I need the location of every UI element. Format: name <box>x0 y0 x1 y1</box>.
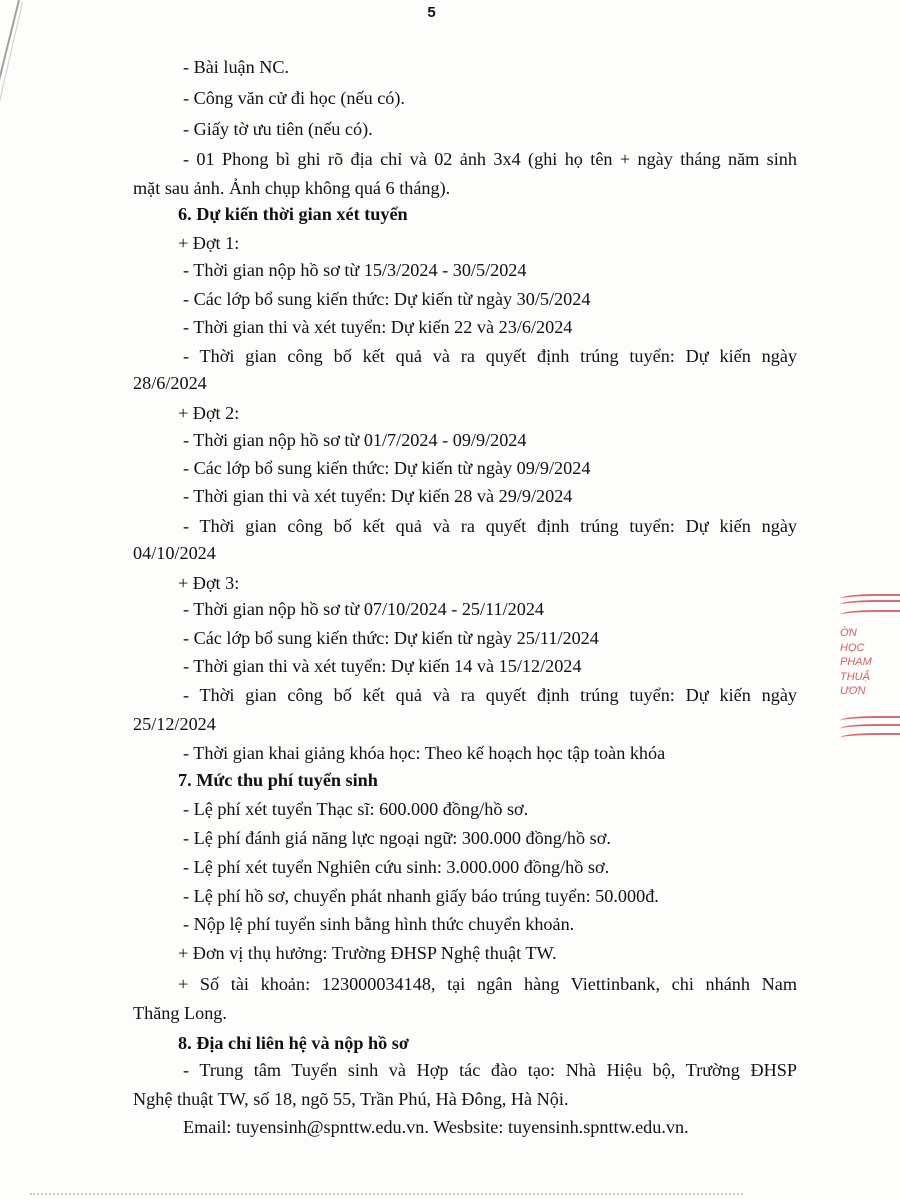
stamp-border <box>840 724 900 732</box>
stamp-border <box>840 716 900 724</box>
section-heading: 6. Dự kiến thời gian xét tuyển <box>178 204 408 224</box>
list-item: - Thời gian thi và xét tuyển: Dự kiến 28 và 29/9/2024 <box>183 486 573 506</box>
list-item: - Thời gian thi và xét tuyển: Dự kiến 22 và 23/6/2024 <box>183 317 573 337</box>
sub-item: + Đơn vị thụ hưởng: Trường ĐHSP Nghệ thuật TW. <box>178 943 557 963</box>
scan-bottom-edge <box>30 1193 743 1197</box>
list-item-continuation: 28/6/2024 <box>133 373 207 393</box>
section-heading: 7. Mức thu phí tuyển sinh <box>178 770 378 790</box>
list-item: - Lệ phí hồ sơ, chuyển phát nhanh giấy báo trúng tuyển: 50.000đ. <box>183 886 659 906</box>
list-item-continuation: Thăng Long. <box>133 1003 227 1023</box>
stamp-text: ỜN HỌC PHẠM THUẬ ƯƠN <box>840 627 872 697</box>
list-item-continuation: Nghệ thuật TW, số 18, ngõ 55, Trần Phú, Hà Đông, Hà Nội. <box>133 1089 569 1109</box>
list-item: - Lệ phí xét tuyển Thạc sĩ: 600.000 đồng/hồ sơ. <box>183 799 529 819</box>
list-item: - Thời gian thi và xét tuyển: Dự kiến 14 và 15/12/2024 <box>183 656 582 676</box>
list-item-continuation: 25/12/2024 <box>133 714 216 734</box>
list-item: - Lệ phí đánh giá năng lực ngoại ngữ: 300.000 đồng/hồ sơ. <box>183 828 611 848</box>
list-item: - Thời gian công bố kết quả và ra quyết định trúng tuyển: Dự kiến ngày <box>183 346 797 366</box>
list-item: - Thời gian công bố kết quả và ra quyết định trúng tuyển: Dự kiến ngày <box>183 685 797 705</box>
list-item: - Các lớp bổ sung kiến thức: Dự kiến từ ngày 25/11/2024 <box>183 628 599 648</box>
page-number: 5 <box>427 4 436 21</box>
list-item: - Các lớp bổ sung kiến thức: Dự kiến từ ngày 30/5/2024 <box>183 289 591 309</box>
list-item: - Thời gian nộp hồ sơ từ 15/3/2024 - 30/5/2024 <box>183 260 527 280</box>
red-stamp <box>828 588 888 758</box>
list-item: - Trung tâm Tuyển sinh và Hợp tác đào tạo: Nhà Hiệu bộ, Trường ĐHSP <box>183 1060 797 1080</box>
section-heading: 8. Địa chỉ liên hệ và nộp hồ sơ <box>178 1033 409 1053</box>
list-item: - Lệ phí xét tuyển Nghiên cứu sinh: 3.000.000 đồng/hồ sơ. <box>183 857 610 877</box>
stamp-border <box>840 733 900 741</box>
sub-item: + Số tài khoản: 123000034148, tại ngân hàng Viettinbank, chi nhánh Nam <box>178 974 797 994</box>
list-item: - Nộp lệ phí tuyển sinh bằng hình thức chuyển khoản. <box>183 914 575 934</box>
list-item: - Thời gian công bố kết quả và ra quyết định trúng tuyển: Dự kiến ngày <box>183 516 797 536</box>
round-heading: + Đợt 1: <box>178 233 240 253</box>
list-item: - Thời gian nộp hồ sơ từ 01/7/2024 - 09/9/2024 <box>183 430 527 450</box>
list-item: - Công văn cử đi học (nếu có). <box>183 88 405 108</box>
list-item: - Các lớp bổ sung kiến thức: Dự kiến từ ngày 09/9/2024 <box>183 458 591 478</box>
list-item: - Bài luận NC. <box>183 57 290 77</box>
list-item: - 01 Phong bì ghi rõ địa chỉ và 02 ảnh 3x4 (ghi họ tên + ngày tháng năm sinh <box>183 149 797 169</box>
list-item-continuation: 04/10/2024 <box>133 543 216 563</box>
stamp-border <box>840 600 900 608</box>
stamp-border <box>840 610 900 618</box>
list-item: - Giấy tờ ưu tiên (nếu có). <box>183 119 373 139</box>
list-item-continuation: mặt sau ảnh. Ảnh chụp không quá 6 tháng). <box>133 178 451 198</box>
contact-email-website: Email: tuyensinh@spnttw.edu.vn. Wesbsite: tuyensinh.spnttw.edu.vn. <box>183 1117 689 1137</box>
round-heading: + Đợt 2: <box>178 403 240 423</box>
list-item: - Thời gian khai giảng khóa học: Theo kế hoạch học tập toàn khóa <box>183 743 666 763</box>
round-heading: + Đợt 3: <box>178 573 240 593</box>
list-item: - Thời gian nộp hồ sơ từ 07/10/2024 - 25/11/2024 <box>183 599 545 619</box>
